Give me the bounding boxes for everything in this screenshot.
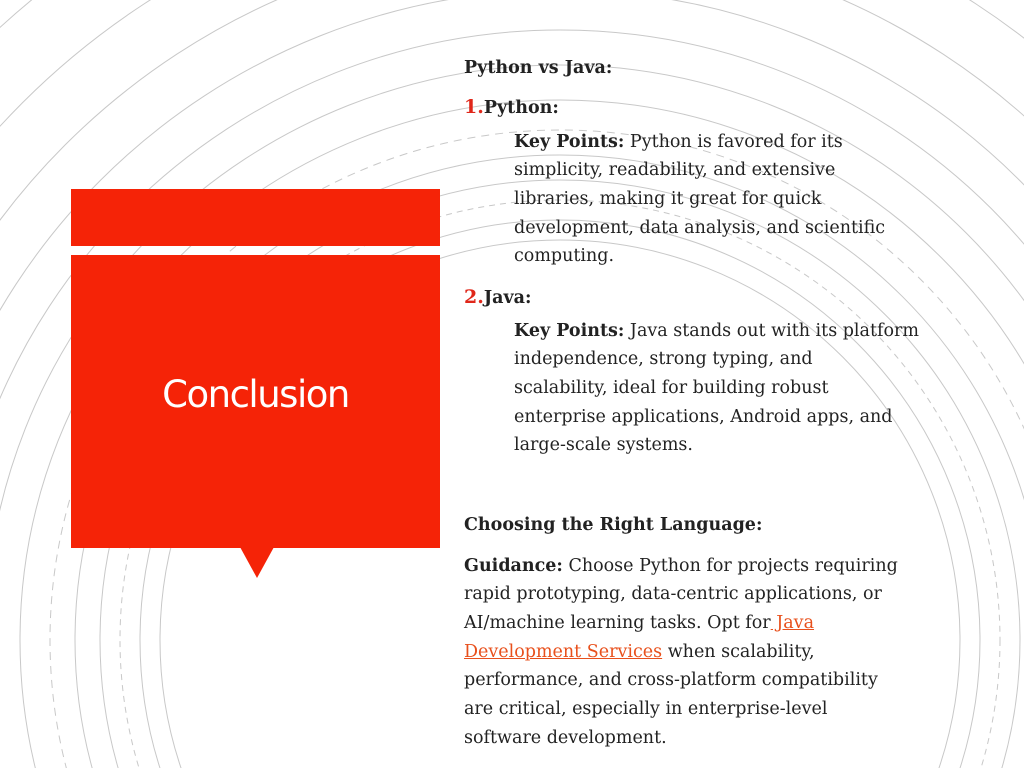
item-name: Java: bbox=[483, 288, 532, 308]
item-name: Python: bbox=[483, 98, 559, 118]
java-key-line: independence, strong typing, and bbox=[514, 349, 813, 369]
guidance-label: Guidance: bbox=[464, 556, 563, 576]
guidance-line: software development. bbox=[464, 728, 667, 748]
item-java-title bbox=[464, 283, 531, 312]
guidance-line: rapid prototyping, data-centric applications, or bbox=[464, 584, 882, 604]
python-key-line: development, data analysis, and scientific bbox=[514, 218, 886, 238]
key-points-label: Key Points: bbox=[514, 321, 625, 341]
java-key-line: scalability, ideal for building robust bbox=[514, 378, 829, 398]
item-python-title bbox=[464, 93, 559, 122]
guidance-line: Development Services when scalability, bbox=[464, 642, 815, 662]
item-number: 1. bbox=[464, 96, 484, 118]
item-number: 2. bbox=[464, 286, 484, 308]
java-services-link[interactable]: Java bbox=[770, 613, 815, 633]
guidance-line: performance, and cross-platform compatibility bbox=[464, 670, 878, 690]
python-key-line: Key Points: Python is favored for its bbox=[514, 132, 843, 152]
guidance-line: are critical, especially in enterprise-level bbox=[464, 699, 828, 719]
heading-choosing-language: Choosing the Right Language: bbox=[464, 515, 763, 535]
heading-python-vs-java: Python vs Java: bbox=[464, 58, 613, 78]
accent-bar bbox=[71, 189, 440, 246]
key-points-label: Key Points: bbox=[514, 132, 625, 152]
java-key-line: enterprise applications, Android apps, and bbox=[514, 407, 893, 427]
python-key-line: libraries, making it great for quick bbox=[514, 189, 822, 209]
title-pointer bbox=[240, 547, 274, 578]
title-box bbox=[71, 255, 440, 548]
guidance-line: AI/machine learning tasks. Opt for Java bbox=[464, 613, 815, 633]
python-key-line: simplicity, readability, and extensive bbox=[514, 160, 836, 180]
slide-title: Conclusion bbox=[162, 373, 349, 416]
python-key-line: computing. bbox=[514, 246, 615, 266]
guidance-line: Guidance: Choose Python for projects requiring bbox=[464, 556, 898, 576]
java-key-line: large-scale systems. bbox=[514, 435, 693, 455]
java-services-link[interactable]: Development Services bbox=[464, 642, 663, 662]
java-key-line: Key Points: Java stands out with its platform bbox=[514, 321, 919, 341]
